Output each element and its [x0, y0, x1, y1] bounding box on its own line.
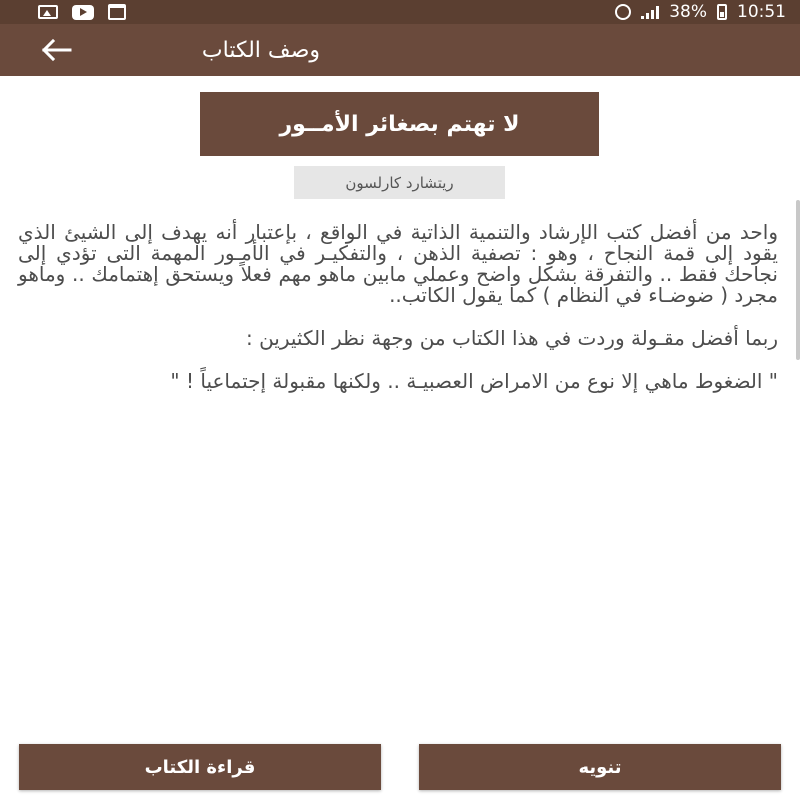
description-paragraph: ربما أفضل مقـولة وردت في هذا الكتاب من وجهة نظر الكثيرين : — [245, 326, 778, 350]
page-title: وصف الكتاب — [201, 37, 320, 63]
back-button[interactable] — [28, 24, 84, 76]
battery-percent: 38% — [669, 2, 707, 22]
book-author: ريتشارد كارلسون — [294, 166, 505, 199]
photo-icon — [38, 5, 58, 19]
calendar-icon — [108, 4, 126, 20]
book-description — [18, 222, 778, 722]
status-right-icons — [615, 2, 786, 22]
read-book-button[interactable]: قراءة الكتاب — [19, 744, 381, 790]
book-title: لا تهتم بصغائر الأمــور — [200, 92, 599, 156]
app-bar — [0, 24, 800, 76]
description-paragraph: واحد من أفضل كتب الإرشاد والتنمية الذاتية في الواقع ، بإعتبار أنه يهدف إلى الشيئ الذي يقود إلى قمة النجاح ، وهو : تصفية الذهن ، والتفكيـر في الأمـور المهمة التى تؤدي إلى نجاحك فقط .. والتفرقة بشكل واضح وعملي مابين ماهو مهم فعلاً ويستحق إهتمامك .. وماهو مجرد ( ضوضـاء في النظام ) كما يقول الكاتب.. — [18, 220, 778, 307]
youtube-icon — [72, 5, 94, 20]
status-bar — [0, 0, 800, 24]
description-paragraph: " الضغوط ماهي إلا نوع من الامراض العصبيـة .. ولكنها مقبولة إجتماعياً ! " — [170, 369, 778, 393]
signal-icon — [641, 5, 659, 19]
arrow-left-icon — [40, 38, 72, 62]
battery-icon — [717, 4, 727, 20]
alarm-icon — [615, 4, 631, 20]
status-time: 10:51 — [737, 2, 786, 22]
status-left-icons — [38, 4, 126, 20]
note-button[interactable]: تنويه — [419, 744, 781, 790]
scrollbar[interactable] — [796, 200, 800, 360]
